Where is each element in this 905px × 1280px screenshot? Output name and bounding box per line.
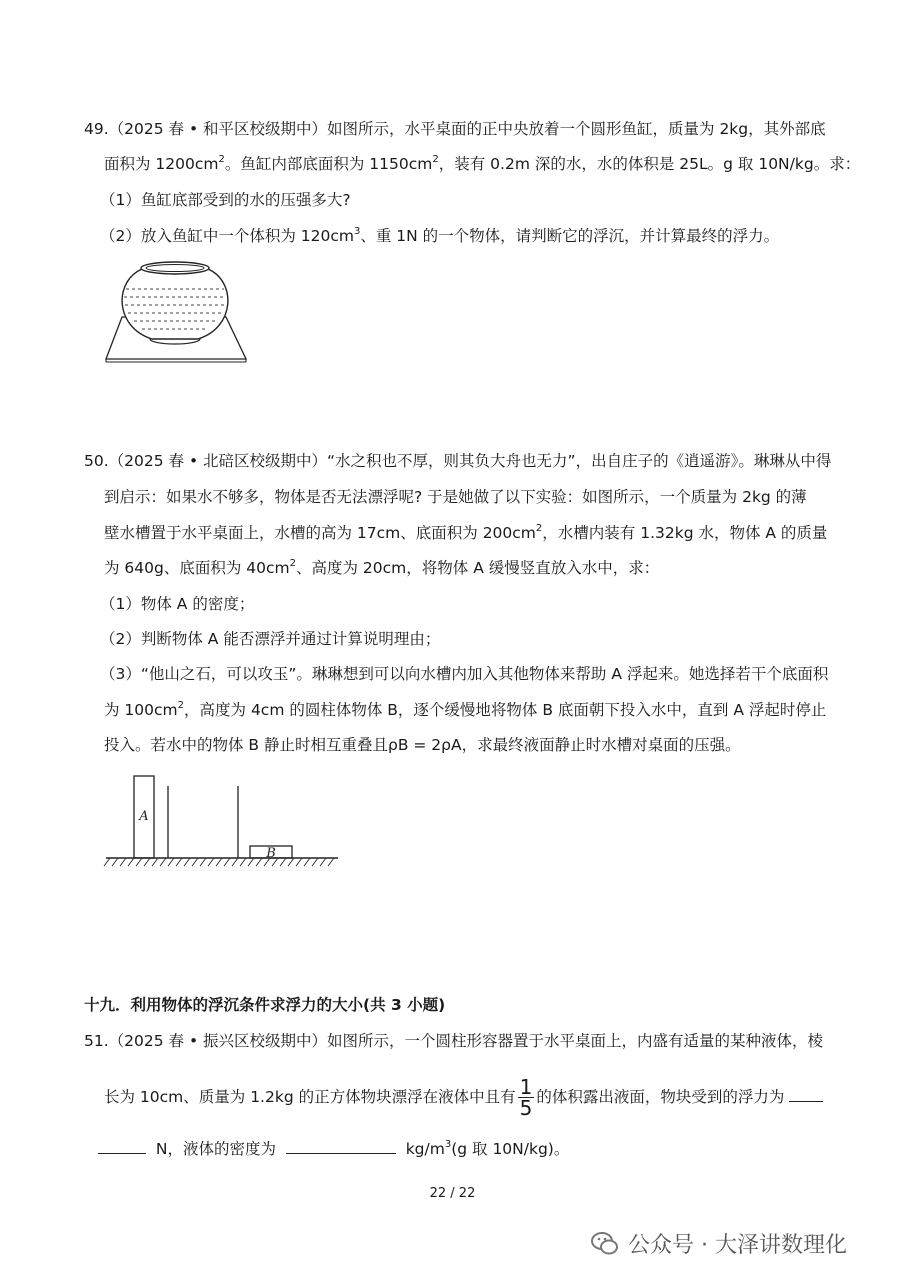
water-tank-figure (100, 770, 350, 870)
q51-line3: N，液体的密度为 $kg/m^3(g$ 取 10N/kg)。 (98, 1138, 569, 1163)
object-b-label: B (266, 846, 276, 861)
q50-line7: （3）“他山之石，可以攻玉”。琳琳想到可以向水槽内加入其他物体来帮助 A 浮起来。她选择若干个底面积 (100, 665, 829, 683)
wechat-icon (590, 1229, 620, 1259)
fishbowl-figure (100, 255, 250, 365)
q50-line1: 50.（2025 春 • 北碚区校级期中）“水之积也不厚，则其负大舟也无力”，出自庄子的《逍遥游》。琳琳从中得 (84, 452, 832, 470)
q50-line6: （2）判断物体 A 能否漂浮并通过计算说明理由； (100, 630, 441, 648)
q51-line1: 51.（2025 春 • 振兴区校级期中）如图所示，一个圆柱形容器置于水平桌面上，内盛有适量的某种液体，棱 (84, 1032, 824, 1050)
section-heading: 十九．利用物体的浮沉条件求浮力的大小(共 3 小题) (84, 996, 446, 1014)
q50-line5: （1）物体 A 的密度； (100, 595, 255, 613)
object-a-label: A (139, 809, 149, 824)
fraction-one-fifth: $\frac{1}{5}$ (519, 1075, 533, 1120)
q50-line8: 为 $100cm^2$，高度为 4cm 的圆柱体物体 B，逐个缓慢地将物体 B 底面朝下投入水中，直到 A 浮起时停止 (104, 700, 827, 719)
page-number: 22 / 22 (429, 1186, 476, 1201)
density-answer-blank[interactable] (286, 1139, 396, 1154)
q50-line4: 为 640g、底面积为 $40cm^2$、高度为 20cm，将物体 A 缓慢竖直放入水中，求： (104, 558, 660, 577)
buoyancy-answer-blank[interactable] (789, 1087, 823, 1102)
buoyancy-answer-blank-cont[interactable] (98, 1139, 146, 1154)
q49-line2: 面积为 $1200cm^2$。鱼缸内部底面积为 $1150cm^2$，装有 0.2m 深的水，水的体积是 25L。g 取 10N/kg。求： (104, 154, 861, 173)
q50-line3: 壁水槽置于水平桌面上，水槽的高为 17cm、底面积为 $200cm^2$，水槽内装有 1.32kg 水，物体 A 的质量 (104, 523, 828, 542)
q49-line1: 49.（2025 春 • 和平区校级期中）如图所示，水平桌面的正中央放着一个圆形鱼缸，质量为 2kg，其外部底 (84, 120, 826, 138)
q50-line9: 投入。若水中的物体 B 静止时相互重叠且ρB = 2ρA，求最终液面静止时水槽对桌面的压强。 (104, 736, 741, 754)
q50-line2: 到启示：如果水不够多，物体是否无法漂浮呢? 于是她做了以下实验：如图所示，一个质量为 2kg 的薄 (104, 488, 807, 506)
q51-line2: 长为 10cm、质量为 1.2kg 的正方体物块漂浮在液体中且有 $\frac{1}{5}$ 的体积露出液面，物块受到的浮力为 (104, 1076, 823, 1118)
watermark: 公众号 · 大泽讲数理化 (590, 1228, 847, 1259)
q49-line3: （1）鱼缸底部受到的水的压强多大? (100, 191, 351, 209)
q49-line4: （2）放入鱼缸中一个体积为 $120cm^3$、重 1N 的一个物体，请判断它的浮沉，并计算最终的浮力。 (100, 226, 780, 245)
